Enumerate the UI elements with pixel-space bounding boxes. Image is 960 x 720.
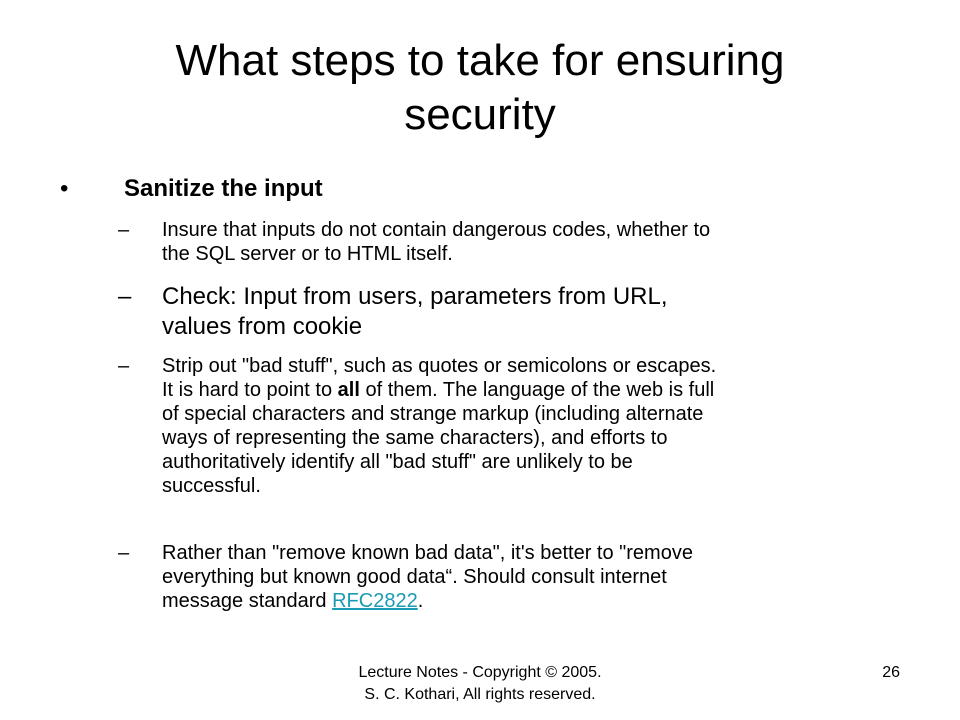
subpoint-line: successful. xyxy=(162,475,261,497)
footer-line-1: Lecture Notes - Copyright © 2005. xyxy=(358,664,602,681)
text-run: . xyxy=(417,590,424,612)
bullet-marker: • xyxy=(60,175,69,202)
subpoint-text xyxy=(162,218,912,266)
subpoint-line: Strip out "bad stuff", such as quotes or semicolons or escapes. xyxy=(162,355,717,377)
subpoint-text xyxy=(162,541,912,613)
subpoint-line xyxy=(162,589,912,613)
subpoint-line: ways of representing the same characters), and efforts to xyxy=(162,427,668,449)
rfc2822-link[interactable]: RFC2822 xyxy=(332,590,418,612)
subpoint-dash: – xyxy=(118,219,130,241)
footer-line-2: S. C. Kothari, All rights reserved. xyxy=(364,686,596,703)
subpoint-line: the SQL server or to HTML itself. xyxy=(162,243,453,265)
text-run: message standard xyxy=(162,590,333,612)
subpoint-line: everything but known good data“. Should consult internet xyxy=(162,566,667,588)
subpoint-text xyxy=(162,354,912,498)
subpoint-line: Insure that inputs do not contain dangerous codes, whether to xyxy=(162,219,711,241)
text-run: It is hard to point to xyxy=(162,379,338,401)
page-number: 26 xyxy=(882,664,900,681)
subpoint-line: authoritatively identify all "bad stuff" are unlikely to be xyxy=(162,451,633,473)
emphasis-all: all xyxy=(337,379,360,401)
subpoint-line xyxy=(162,378,912,402)
subpoint-dash: – xyxy=(118,283,132,310)
bullet-text: Sanitize the input xyxy=(124,175,323,202)
slide-title-line-1: What steps to take for ensuring xyxy=(175,36,785,85)
subpoint-line: Rather than "remove known bad data", it's better to "remove xyxy=(162,542,693,564)
subpoint-line: Check: Input from users, parameters from URL, xyxy=(162,283,668,310)
subpoint-text xyxy=(162,282,912,342)
subpoint-line: values from cookie xyxy=(162,313,363,340)
slide-title-line-2: security xyxy=(404,90,556,139)
footer-copyright xyxy=(320,662,640,706)
slide-title xyxy=(60,34,900,142)
subpoint-dash: – xyxy=(118,355,130,377)
subpoint-line: of special characters and strange markup (including alternate xyxy=(162,403,704,425)
subpoint-dash: – xyxy=(118,542,130,564)
text-run: of them. The language of the web is full xyxy=(359,379,715,401)
